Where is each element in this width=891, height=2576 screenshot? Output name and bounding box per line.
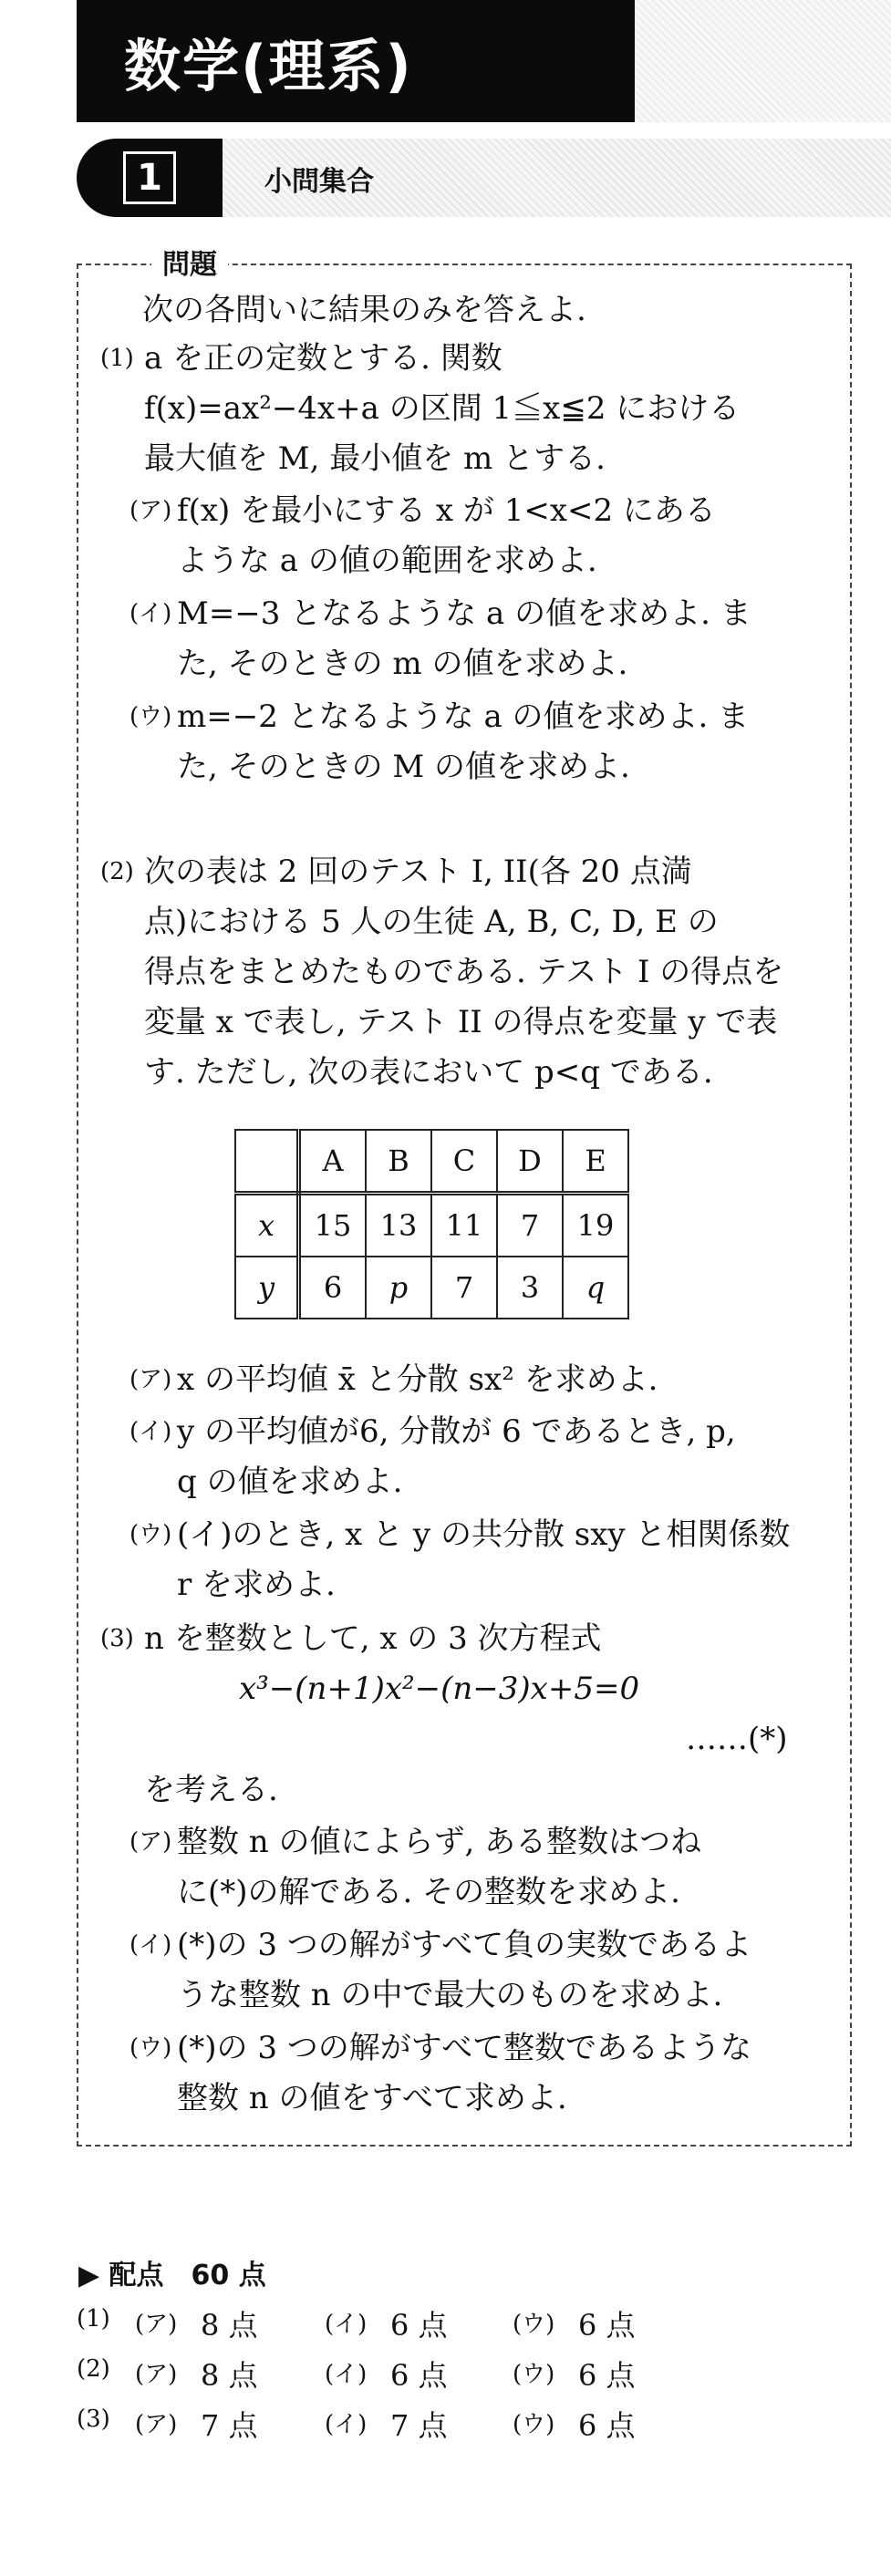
scoring-q-label: (2) <box>77 2355 110 2383</box>
q3-equation-tag: ……(*) <box>686 1721 788 1757</box>
scoring-part-label: (ウ) <box>513 2411 555 2438</box>
table-corner-cell <box>235 1130 299 1194</box>
scoring-heading: ▶ 配点 60 点 <box>78 2260 266 2292</box>
q2-c-label: (ウ) <box>130 1521 172 1548</box>
q1-b-line-1: M=−3 となるような a の値を求めよ. ま <box>177 595 751 632</box>
q1-stem-1: a を正の定数とする. 関数 <box>144 340 502 377</box>
page-title: 数学(理系) <box>124 32 413 99</box>
table-header-row <box>235 1130 628 1194</box>
scoring-part-label: (ア) <box>135 2411 178 2438</box>
scoring-part-label: (イ) <box>325 2311 368 2338</box>
scoring-q-label: (1) <box>77 2305 110 2333</box>
table-col-header: B <box>366 1130 431 1194</box>
scoring-points: 6 点 <box>390 2358 448 2393</box>
table-cell: 6 <box>299 1257 367 1319</box>
table-row-header: x <box>235 1194 299 1257</box>
q3-c-line-2: 整数 n の値をすべて求めよ. <box>177 2080 567 2116</box>
table-col-header: A <box>299 1130 367 1194</box>
q2-c-line-2: r を求めよ. <box>177 1567 336 1603</box>
section-number: 1 <box>123 151 176 204</box>
score-table <box>234 1129 629 1319</box>
table-cell: p <box>366 1257 431 1319</box>
q3-b-line-1: (*)の 3 つの解がすべて負の実数であるよ <box>177 1927 752 1963</box>
table-col-header: E <box>563 1130 628 1194</box>
table-cell: 3 <box>497 1257 563 1319</box>
q3-a-label: (ア) <box>130 1828 172 1856</box>
q1-a-label: (ア) <box>130 497 172 524</box>
table-row-header: y <box>235 1257 299 1319</box>
q1-b-line-2: た, そのときの m の値を求めよ. <box>177 646 628 682</box>
scoring-part-label: (イ) <box>325 2411 368 2438</box>
scoring-points: 8 点 <box>201 2308 258 2343</box>
scoring-points: 7 点 <box>201 2408 258 2443</box>
q3-b-line-2: うな整数 n の中で最大のものを求めよ. <box>177 1977 723 2013</box>
q2-stem-4: 変量 x で表し, テスト II の得点を変量 y で表 <box>144 1004 778 1040</box>
q3-stem-1: n を整数として, x の 3 次方程式 <box>144 1620 602 1657</box>
q3-b-label: (イ) <box>130 1931 172 1959</box>
q3-a-line-1: 整数 n の値によらず, ある整数はつね <box>177 1824 702 1860</box>
q3-c-line-1: (*)の 3 つの解がすべて整数であるような <box>177 2030 752 2066</box>
q3-c-label: (ウ) <box>130 2034 172 2062</box>
table-row <box>235 1194 628 1257</box>
section-title: 小問集合 <box>264 166 374 198</box>
problem-intro: 次の各問いに結果のみを答えよ. <box>142 292 586 328</box>
scoring-points: 6 点 <box>390 2308 448 2343</box>
scoring-points: 6 点 <box>578 2408 636 2443</box>
q1-number: (1) <box>100 345 134 372</box>
q2-b-line-2: q の値を求めよ. <box>177 1464 403 1500</box>
q2-number: (2) <box>100 858 134 885</box>
table-cell: 13 <box>366 1194 431 1257</box>
q2-a-line-1: x の平均値 x̄ と分散 sx² を求めよ. <box>177 1361 658 1398</box>
table-row <box>235 1257 628 1319</box>
q1-a-line-2: ような a の値の範囲を求めよ. <box>177 543 597 579</box>
scoring-part-label: (ア) <box>135 2361 178 2388</box>
scoring-points: 6 点 <box>578 2358 636 2393</box>
table-cell: 7 <box>497 1194 563 1257</box>
problem-label: 問題 <box>151 242 228 282</box>
q2-b-line-1: y の平均値が6, 分散が 6 であるとき, p, <box>177 1413 736 1450</box>
q1-c-line-2: た, そのときの M の値を求めよ. <box>177 749 630 785</box>
q3-a-line-2: に(*)の解である. その整数を求めよ. <box>177 1874 680 1910</box>
q1-c-label: (ウ) <box>130 703 172 730</box>
scoring-part-label: (イ) <box>325 2361 368 2388</box>
scoring-points: 7 点 <box>390 2408 448 2443</box>
scoring-part-label: (ウ) <box>513 2311 555 2338</box>
scoring-q-label: (3) <box>77 2405 110 2433</box>
q2-stem-2: 点)における 5 人の生徒 A, B, C, D, E の <box>144 904 719 940</box>
scoring-part-label: (ウ) <box>513 2361 555 2388</box>
scoring-points: 6 点 <box>578 2308 636 2343</box>
table-col-header: C <box>431 1130 497 1194</box>
table-cell: 11 <box>431 1194 497 1257</box>
q3-equation: x³−(n+1)x²−(n−3)x+5=0 <box>239 1671 640 1707</box>
q2-c-line-1: (イ)のとき, x と y の共分散 sxy と相関係数 <box>177 1516 791 1553</box>
table-cell: 15 <box>299 1194 367 1257</box>
scoring-points: 8 点 <box>201 2358 258 2393</box>
q2-stem-1: 次の表は 2 回のテスト I, II(各 20 点満 <box>144 853 692 890</box>
q1-c-line-1: m=−2 となるような a の値を求めよ. ま <box>177 698 750 735</box>
q2-b-label: (イ) <box>130 1418 172 1445</box>
q1-stem-3: 最大値を M, 最小値を m とする. <box>144 440 606 477</box>
table-cell: 7 <box>431 1257 497 1319</box>
scoring-part-label: (ア) <box>135 2311 178 2338</box>
page-title-block <box>77 0 635 122</box>
q3-number: (3) <box>100 1625 134 1652</box>
q1-stem-2: f(x)=ax²−4x+a の区間 1≦x≦2 における <box>144 390 741 427</box>
q1-b-label: (イ) <box>130 600 172 627</box>
q2-stem-5: す. ただし, 次の表において p<q である. <box>144 1054 713 1091</box>
section-pill <box>77 139 223 217</box>
q3-stem-2: を考える. <box>144 1772 278 1808</box>
q1-a-line-1: f(x) を最小にする x が 1<x<2 にある <box>177 492 716 529</box>
table-cell: q <box>563 1257 628 1319</box>
table-cell: 19 <box>563 1194 628 1257</box>
table-col-header: D <box>497 1130 563 1194</box>
q2-stem-3: 得点をまとめたものである. テスト I の得点を <box>144 954 784 990</box>
q2-a-label: (ア) <box>130 1366 172 1393</box>
